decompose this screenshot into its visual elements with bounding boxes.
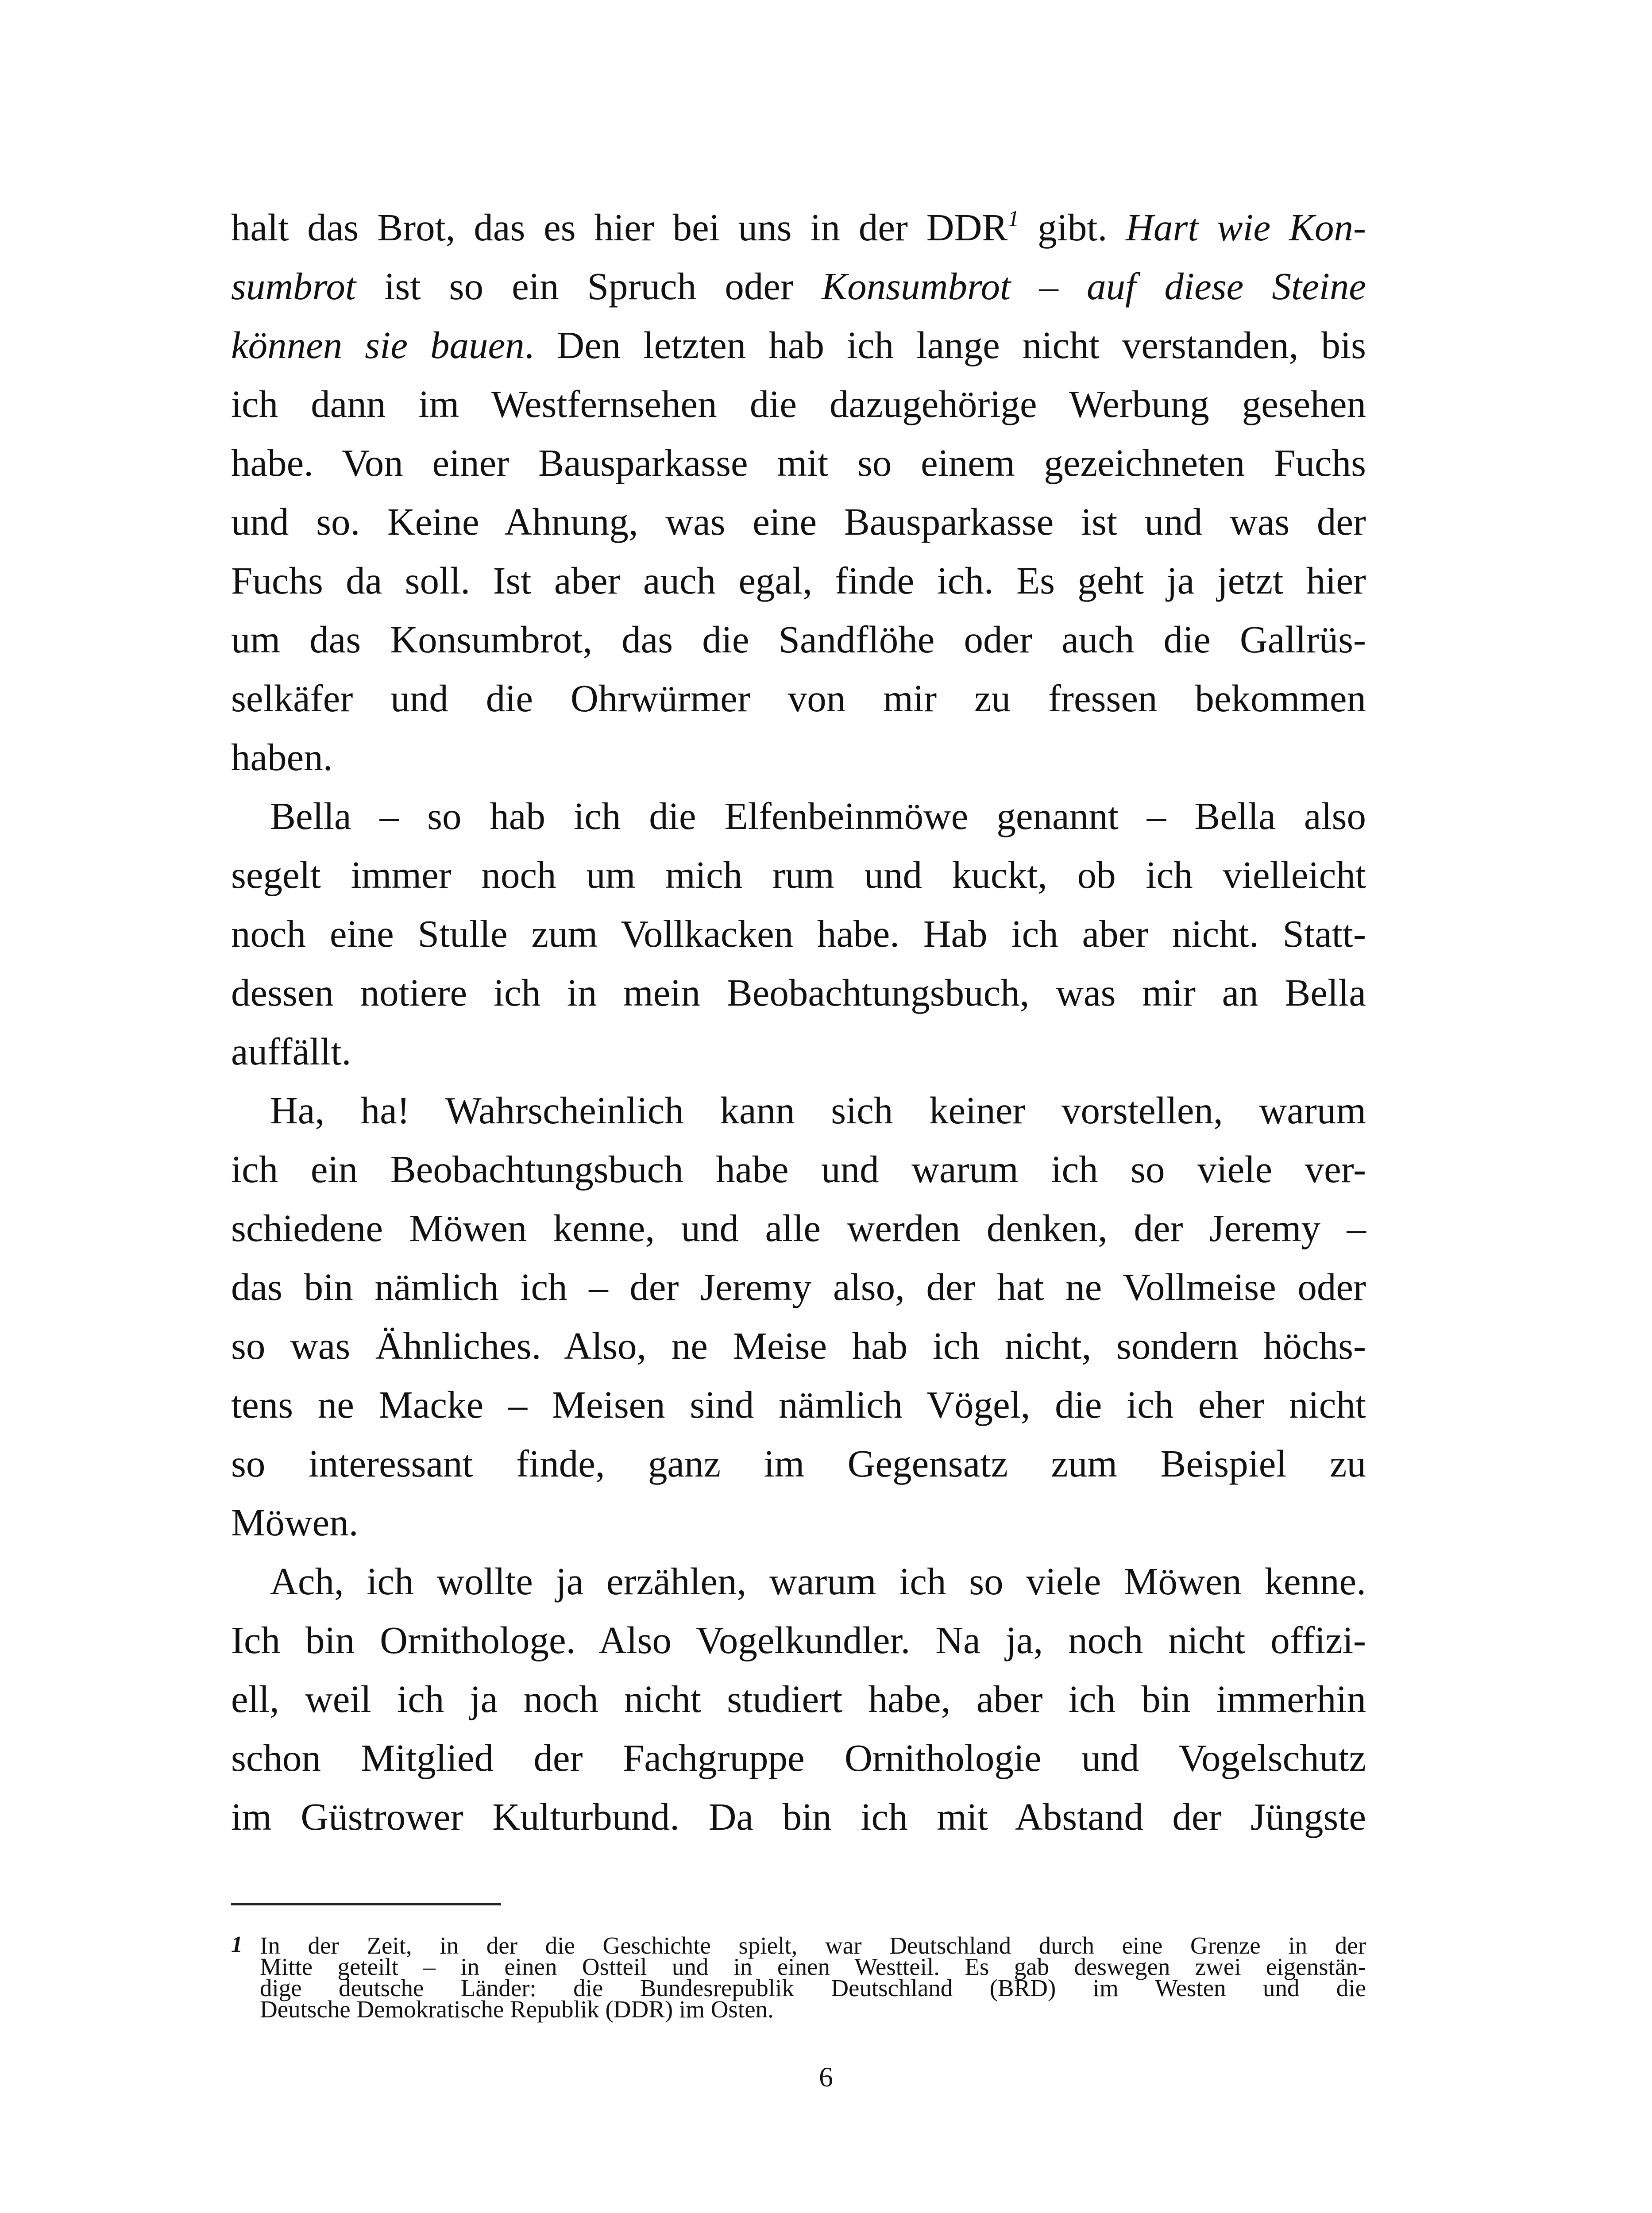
text-segment: segelt immer noch um mich rum und kuckt, ob ich vielleicht bbox=[231, 853, 1366, 896]
text-segment: Ha, ha! Wahrscheinlich kann sich keiner vorstellen, warum bbox=[270, 1089, 1366, 1132]
footnote-line: Mitte geteilt – in einen Ostteil und in einen Westteil. Es gab deswegen zwei eigenstän- bbox=[260, 1953, 1366, 1980]
text-segment: gibt. bbox=[1019, 206, 1126, 249]
text-line bbox=[231, 963, 1366, 1022]
italic-quote: sumbrot bbox=[231, 265, 356, 308]
italic-quote: Konsumbrot – auf diese Steine bbox=[822, 265, 1366, 308]
italic-quote: Hart wie Kon- bbox=[1126, 206, 1366, 249]
text-segment: um das Konsumbrot, das die Sandflöhe oder auch die Gallrüs- bbox=[231, 618, 1366, 661]
text-line bbox=[231, 433, 1366, 492]
text-segment: tens ne Macke – Meisen sind nämlich Vögel, die ich eher nicht bbox=[231, 1383, 1366, 1426]
text-line bbox=[231, 257, 1366, 316]
text-line bbox=[231, 1434, 1366, 1493]
text-segment: das bin nämlich ich – der Jeremy also, der hat ne Vollmeise oder bbox=[231, 1265, 1366, 1308]
text-segment: auffällt. bbox=[231, 1030, 351, 1073]
text-segment: so was Ähnliches. Also, ne Meise hab ich nicht, sondern höchs- bbox=[231, 1324, 1366, 1367]
footnote-divider bbox=[231, 1903, 501, 1905]
text-segment: dessen notiere ich in mein Beobachtungsbuch, was mir an Bella bbox=[231, 971, 1366, 1014]
text-segment: Bella – so hab ich die Elfenbeinmöwe genannt – Bella also bbox=[270, 794, 1366, 837]
text-line bbox=[231, 1316, 1366, 1375]
text-segment: im Güstrower Kulturbund. Da bin ich mit Abstand der Jüngste bbox=[231, 1795, 1366, 1838]
text-line bbox=[231, 1728, 1366, 1787]
text-line bbox=[231, 316, 1366, 374]
text-line bbox=[231, 787, 1366, 845]
text-line bbox=[231, 1199, 1366, 1257]
text-segment: und so. Keine Ahnung, was eine Bausparkasse ist und was der bbox=[231, 500, 1366, 543]
footnote-line: In der Zeit, in der die Geschichte spielt, war Deutschland durch eine Grenze in der bbox=[260, 1932, 1366, 1959]
text-line bbox=[231, 1022, 1366, 1081]
body-text bbox=[231, 198, 1366, 1846]
text-line bbox=[231, 198, 1366, 257]
text-segment: . Den letzten hab ich lange nicht verstanden, bis bbox=[524, 324, 1366, 366]
text-segment: ist so ein Spruch oder bbox=[356, 265, 822, 308]
text-line bbox=[231, 1669, 1366, 1728]
text-line bbox=[231, 904, 1366, 963]
text-line bbox=[231, 1493, 1366, 1552]
text-line bbox=[231, 845, 1366, 904]
text-segment: ell, weil ich ja noch nicht studiert habe, aber ich bin immerhin bbox=[231, 1677, 1366, 1720]
text-segment: Ich bin Ornithologe. Also Vogelkundler. Na ja, noch nicht offizi- bbox=[231, 1619, 1366, 1662]
footnote-line: dige deutsche Länder: die Bundesrepublik Deutschland (BRD) im Westen und die bbox=[260, 1974, 1366, 2001]
text-line bbox=[231, 669, 1366, 728]
text-segment: schiedene Möwen kenne, und alle werden denken, der Jeremy – bbox=[231, 1207, 1366, 1249]
text-segment: Fuchs da soll. Ist aber auch egal, finde ich. Es geht ja jetzt hier bbox=[231, 559, 1366, 602]
page-number: 6 bbox=[819, 2061, 833, 2093]
text-line bbox=[231, 551, 1366, 610]
text-line bbox=[231, 374, 1366, 433]
text-segment: haben. bbox=[231, 736, 333, 779]
text-segment: halt das Brot, das es hier bei uns in der DDR bbox=[231, 206, 1008, 249]
text-segment: Ach, ich wollte ja erzählen, warum ich so viele Möwen kenne. bbox=[270, 1560, 1366, 1603]
text-segment: so interessant finde, ganz im Gegensatz zum Beispiel zu bbox=[231, 1442, 1366, 1485]
text-line bbox=[231, 728, 1366, 787]
text-line bbox=[231, 610, 1366, 669]
footnote-reference[interactable]: 1 bbox=[1007, 206, 1019, 231]
text-segment: habe. Von einer Bausparkasse mit so einem gezeichneten Fuchs bbox=[231, 441, 1366, 484]
text-line bbox=[231, 1140, 1366, 1199]
italic-quote: können sie bauen bbox=[231, 324, 525, 366]
text-line bbox=[231, 492, 1366, 551]
text-line bbox=[231, 1552, 1366, 1611]
text-segment: schon Mitglied der Fachgruppe Ornithologie und Vogelschutz bbox=[231, 1736, 1366, 1779]
text-line bbox=[231, 1787, 1366, 1846]
text-line bbox=[231, 1375, 1366, 1434]
text-line bbox=[231, 1081, 1366, 1140]
footnote bbox=[231, 1932, 1366, 2023]
text-segment: noch eine Stulle zum Vollkacken habe. Hab ich aber nicht. Statt- bbox=[231, 912, 1366, 955]
text-segment: ich ein Beobachtungsbuch habe und warum ich so viele ver- bbox=[231, 1148, 1366, 1191]
text-line bbox=[231, 1611, 1366, 1669]
text-segment: ich dann im Westfernsehen die dazugehörige Werbung gesehen bbox=[231, 382, 1366, 425]
footnote-number: 1 bbox=[231, 1932, 243, 1957]
text-segment: Möwen. bbox=[231, 1501, 359, 1544]
text-line bbox=[231, 1257, 1366, 1316]
footnote-line: Deutsche Demokratische Republik (DDR) im Osten. bbox=[260, 1996, 774, 2023]
text-segment: selkäfer und die Ohrwürmer von mir zu fressen bekommen bbox=[231, 677, 1366, 720]
